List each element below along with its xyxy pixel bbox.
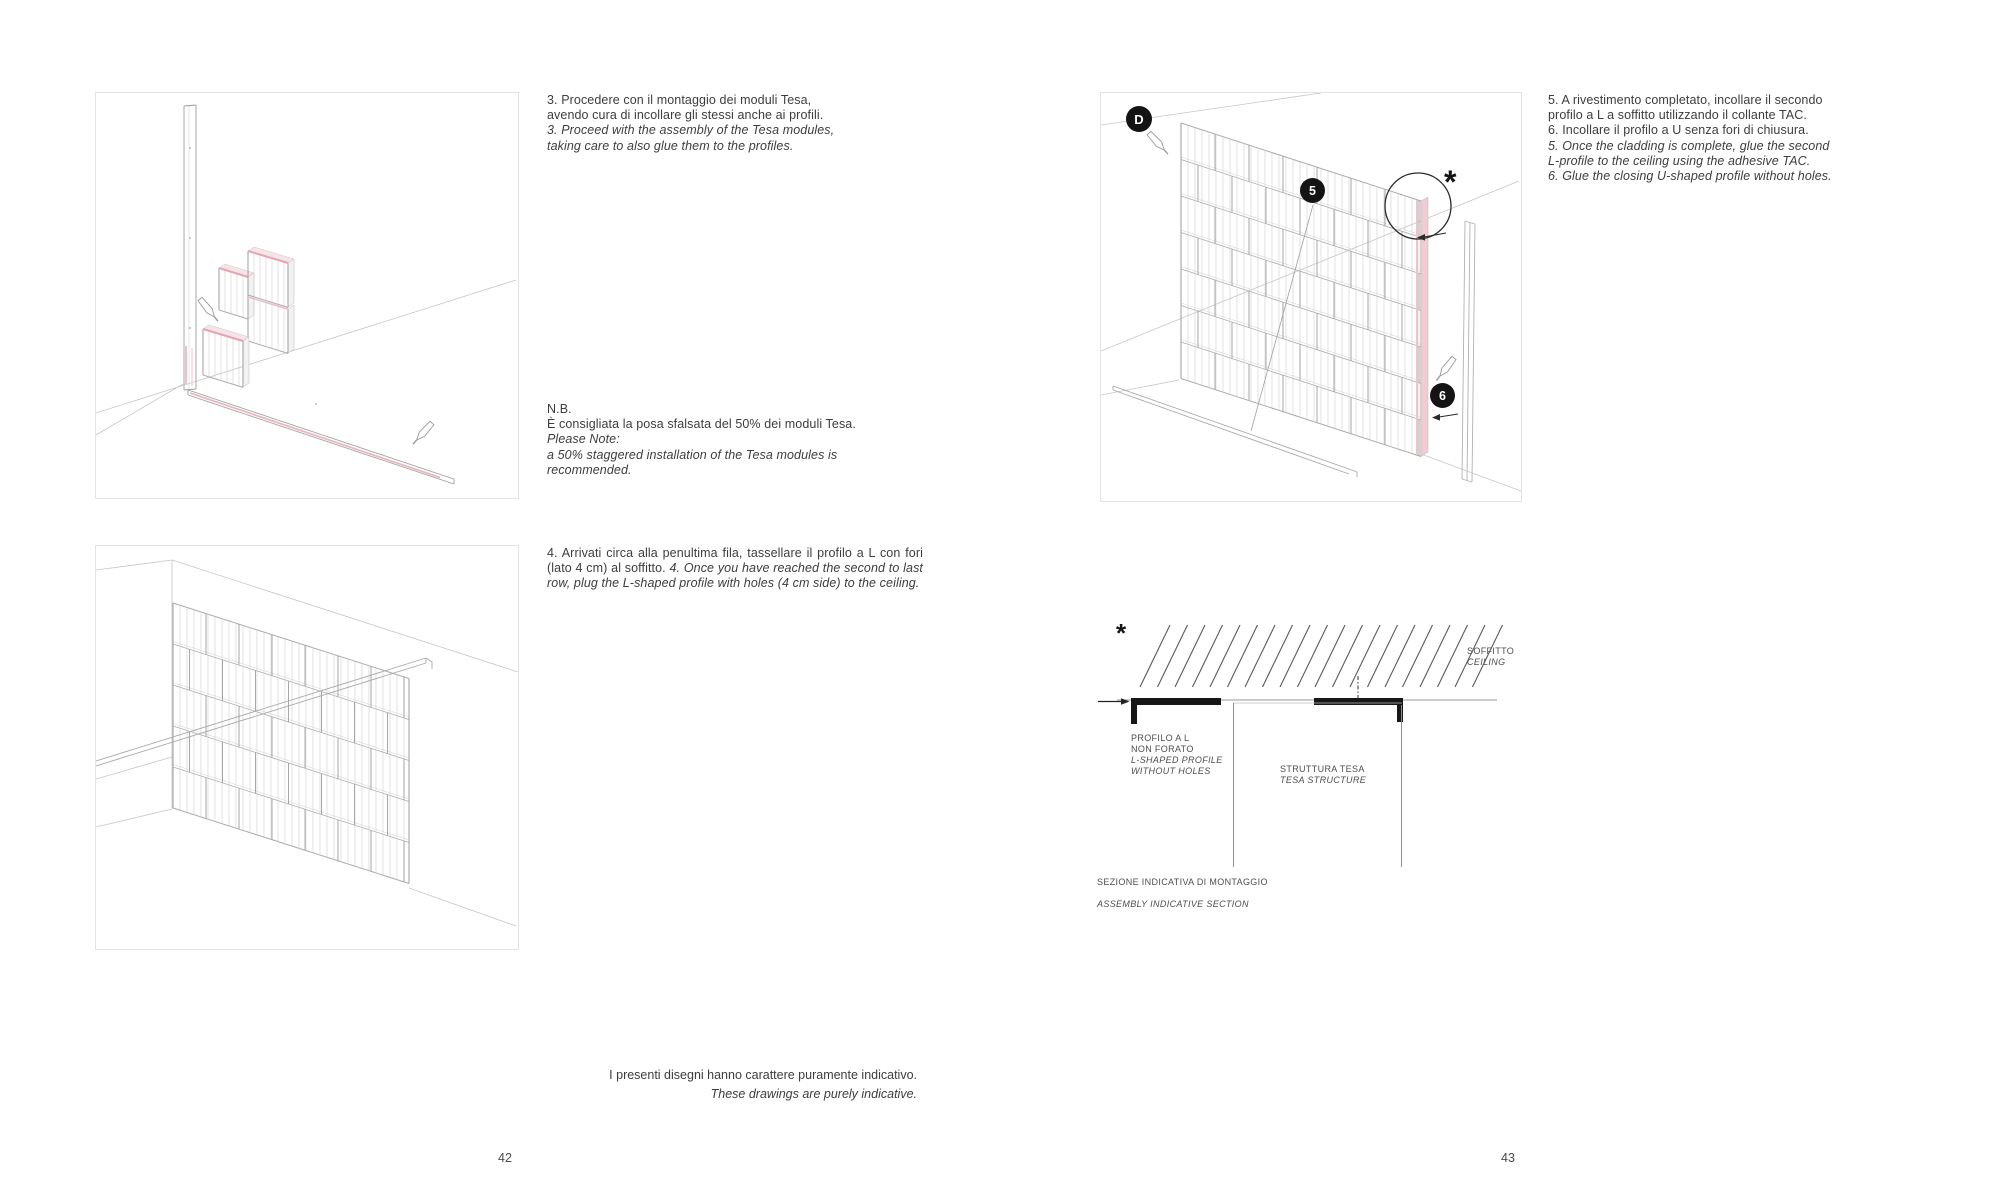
glue-tool-icon — [1434, 356, 1457, 383]
tesa-slat-wall — [173, 603, 409, 884]
asterisk-marker: * — [1444, 164, 1457, 200]
ceiling-label-it: SOFFITTO — [1467, 646, 1515, 656]
note-en-line: a 50% staggered installation of the Tesa modules is — [547, 447, 838, 462]
step5-marker-badge: 5 — [1300, 178, 1325, 203]
step4-text — [547, 546, 923, 592]
step3-it-line: avendo cura di incollare gli stessi anche ai profili. — [547, 108, 824, 123]
tesa-module-stack-bottom — [288, 305, 294, 353]
step5-en-line: 5. Once the cladding is complete, glue the second — [1548, 138, 1830, 153]
structure-label-en: TESA STRUCTURE — [1280, 775, 1367, 785]
tesa-module-lower — [203, 325, 249, 387]
detail-marker-d-badge: D — [1126, 106, 1152, 132]
step6-marker-badge: 6 — [1430, 383, 1455, 408]
note-title: N.B. — [547, 402, 572, 416]
step4-en: 4. Once you have reached the second to last row, plug the L-shaped profile with holes (4 cm side) to the ceiling. — [547, 561, 923, 591]
step3-text — [547, 93, 834, 154]
disclaimer — [540, 1066, 917, 1104]
note-text — [547, 402, 856, 478]
page-number-right: 43 — [1501, 1151, 1515, 1165]
l-profile-left-section — [1131, 698, 1221, 724]
step6-it-line: 6. Incollare il profilo a U senza fori di chiusura. — [1548, 123, 1809, 138]
section-caption-it: SEZIONE INDICATIVA DI MONTAGGIO — [1097, 877, 1268, 887]
figure-step5-6-drawing — [1100, 92, 1522, 502]
section-caption-en: ASSEMBLY INDICATIVE SECTION — [1097, 899, 1249, 909]
note-it-line: È consigliata la posa sfalsata del 50% dei moduli Tesa. — [547, 417, 856, 432]
structure-label-it: STRUTTURA TESA — [1280, 764, 1365, 774]
u-profile-strip — [1462, 221, 1475, 482]
step3-en-line: taking care to also glue them to the profiles. — [547, 138, 794, 153]
structure-label — [1280, 764, 1366, 786]
page-number-left: 42 — [498, 1151, 512, 1165]
glue-tool-icon — [197, 297, 220, 323]
figure-step3-assembly-drawing — [95, 92, 519, 499]
lprofile-label-it-line: NON FORATO — [1131, 744, 1194, 754]
step3-en-line: 3. Proceed with the assembly of the Tesa modules, — [547, 123, 835, 138]
ceiling-label-en: CEILING — [1467, 657, 1506, 667]
note-en-line: recommended. — [547, 462, 632, 477]
note-en-title: Please Note: — [547, 432, 620, 447]
step5-it-line: profilo a L a soffitto utilizzando il collante TAC. — [1548, 108, 1807, 123]
tesa-slat-wall-complete — [1181, 123, 1421, 457]
figure-step4-wall-drawing — [95, 545, 519, 950]
step5-en-line: L-profile to the ceiling using the adhesive TAC. — [1548, 153, 1811, 168]
tesa-module-upper — [219, 264, 254, 319]
disclaimer-it: I presenti disegni hanno carattere puramente indicativo. — [609, 1068, 917, 1082]
step3-it-line: 3. Procedere con il montaggio dei moduli Tesa, — [547, 93, 812, 107]
step4-it: 4. Arrivati circa alla penultima fila, tassellare il profilo a L con fori (lato 4 cm) al soffitto. — [547, 546, 923, 576]
lprofile-label-it-line: PROFILO A L — [1131, 733, 1190, 743]
room-lines — [96, 560, 518, 926]
step6-arrow — [1432, 414, 1458, 421]
glue-tool-icon — [1146, 131, 1170, 157]
section-asterisk: * — [1116, 618, 1127, 648]
l-profile-vertical — [184, 105, 196, 390]
step5-it-line: 5. A rivestimento completato, incollare il secondo — [1548, 93, 1823, 107]
lprofile-label — [1131, 733, 1223, 777]
disclaimer-en: These drawings are purely indicative. — [710, 1087, 917, 1101]
tesa-module-stack-top — [248, 247, 294, 307]
ceiling-hatch — [1140, 625, 1506, 687]
glue-tool-icon — [410, 421, 434, 447]
pointer-arrow — [1098, 698, 1130, 705]
l-profile-right-section — [1314, 698, 1403, 722]
lprofile-label-en-line: WITHOUT HOLES — [1131, 766, 1211, 776]
lprofile-label-en-line: L-SHAPED PROFILE — [1131, 755, 1223, 765]
room-lines — [96, 280, 516, 435]
step6-en-line: 6. Glue the closing U-shaped profile without holes. — [1548, 169, 1832, 184]
base-profile — [188, 390, 454, 484]
step5-leader-line — [1251, 205, 1313, 431]
steps-5-6-text — [1548, 93, 1832, 184]
room-lines — [1101, 93, 1521, 491]
floor-profile — [1113, 386, 1357, 477]
